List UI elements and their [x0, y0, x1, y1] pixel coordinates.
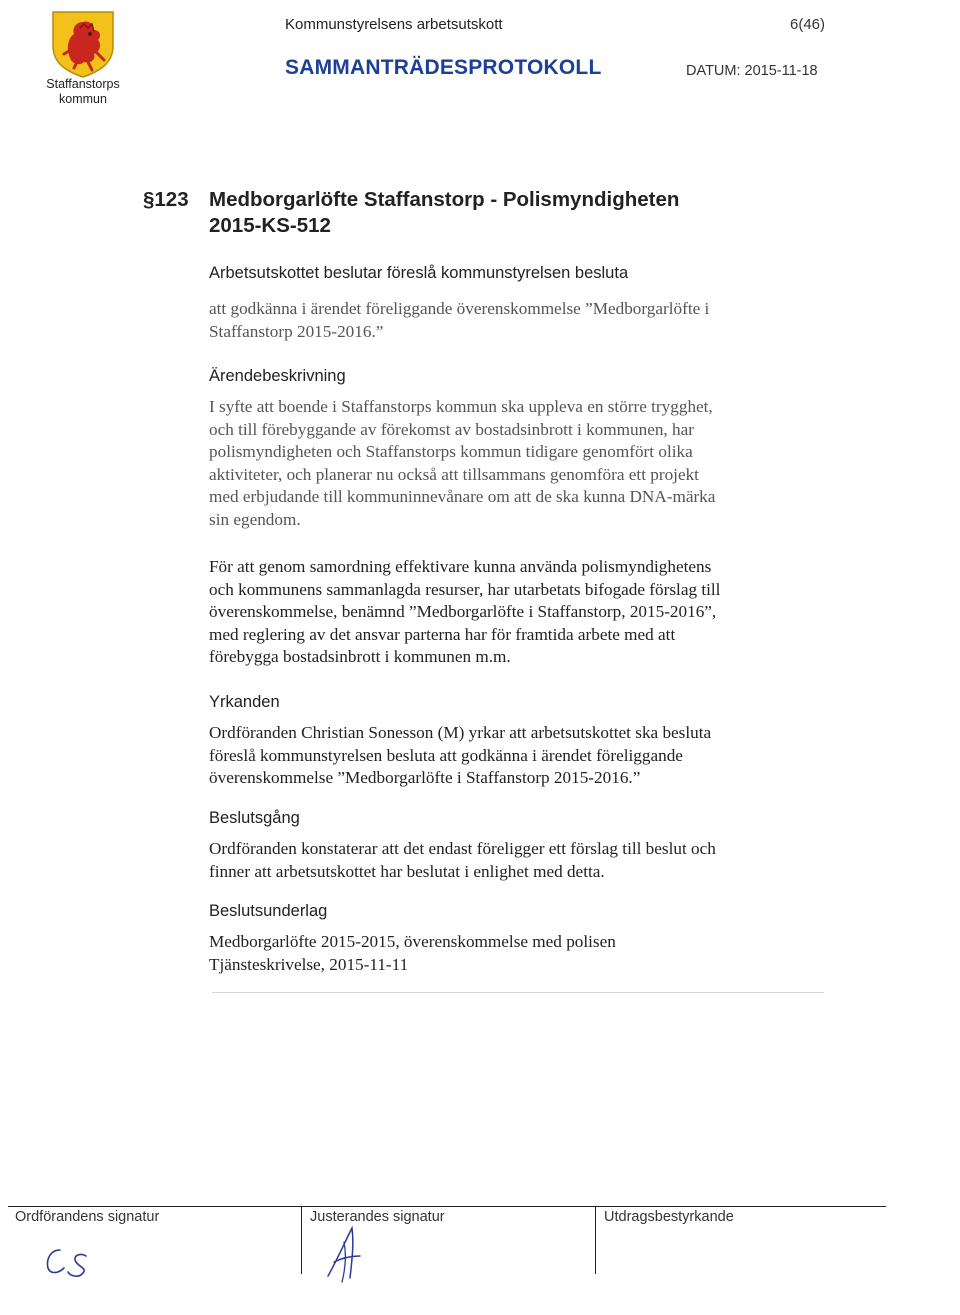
- signature-box-divider: [301, 1206, 302, 1274]
- list-item: Tjänsteskrivelse, 2015-11-11: [209, 954, 409, 974]
- adjuster-signature-label: Justerandes signatur: [310, 1209, 445, 1225]
- text-line: överenskommelse, benämnd ”Medborgarlöfte i Staffanstorp, 2015-2016”,: [209, 602, 717, 622]
- beslutsgang-text: [209, 838, 829, 883]
- logo-text: [30, 77, 136, 107]
- document-title: SAMMANTRÄDESPROTOKOLL: [285, 56, 602, 79]
- text-line: förebygga bostadsinbrott i kommunen m.m.: [209, 647, 511, 667]
- content-divider: [212, 992, 824, 993]
- section-number: §123: [143, 188, 189, 211]
- text-line: överenskommelse ”Medborgarlöfte i Staffanstorp 2015-2016.”: [209, 768, 641, 788]
- committee-name: Kommunstyrelsens arbetsutskott: [285, 16, 503, 33]
- yrkanden-text: [209, 722, 829, 790]
- beslutsgang-heading: Beslutsgång: [209, 809, 300, 827]
- logo-text-line: kommun: [59, 92, 107, 106]
- text-line: sin egendom.: [209, 509, 301, 529]
- text-line: Ordföranden konstaterar att det endast föreligger ett förslag till beslut och: [209, 839, 716, 858]
- signature-box-divider: [595, 1206, 596, 1274]
- section-title: Medborgarlöfte Staffanstorp - Polismyndigheten: [209, 188, 680, 211]
- yrkanden-heading: Yrkanden: [209, 693, 280, 711]
- list-item: Medborgarlöfte 2015-2015, överenskommelse med polisen: [209, 932, 616, 951]
- description-heading: Ärendebeskrivning: [209, 367, 346, 385]
- text-line: och till förebyggande av förekomst av bostadsinbrott i kommunen, har: [209, 419, 694, 439]
- case-number: 2015-KS-512: [209, 214, 331, 237]
- beslutsunderlag-heading: Beslutsunderlag: [209, 902, 328, 920]
- meeting-date: DATUM: 2015-11-18: [686, 63, 818, 79]
- certification-label: Utdragsbestyrkande: [604, 1209, 734, 1225]
- text-line: I syfte att boende i Staffanstorps kommun ska uppleva en större trygghet,: [209, 397, 713, 416]
- adjuster-initials-signature: [322, 1222, 370, 1286]
- municipality-coat-of-arms-icon: [50, 8, 116, 78]
- text-line: att godkänna i ärendet föreliggande överenskommelse ”Medborgarlöfte i: [209, 299, 710, 318]
- decision-intro: Arbetsutskottet beslutar föreslå kommunstyrelsen besluta: [209, 264, 629, 282]
- description-paragraph: [209, 556, 829, 669]
- page-number: 6(46): [790, 16, 826, 33]
- text-line: med reglering av det ansvar parterna har för framtida arbete med att: [209, 624, 676, 644]
- beslutsunderlag-list: [209, 931, 829, 976]
- section-heading: [143, 186, 679, 214]
- text-line: Staffanstorp 2015-2016.”: [209, 321, 384, 341]
- text-line: aktiviteter, och planerar nu också att tillsammans genomföra ett projekt: [209, 464, 699, 484]
- text-line: med erbjudande till kommuninnevånare om att de ska kunna DNA-märka: [209, 487, 716, 507]
- signature-row-rule: [8, 1206, 886, 1207]
- text-line: föreslå kommunstyrelsen besluta att godkänna i ärendet föreliggande: [209, 745, 683, 765]
- text-line: finner att arbetsutskottet har beslutat i enlighet med detta.: [209, 861, 605, 881]
- chair-initials-signature: [40, 1242, 100, 1282]
- text-line: För att genom samordning effektivare kunna använda polismyndighetens: [209, 557, 712, 576]
- description-paragraph: [209, 396, 829, 532]
- logo-text-line: Staffanstorps: [46, 77, 120, 91]
- chair-signature-label: Ordförandens signatur: [15, 1209, 160, 1225]
- text-line: och kommunens sammanlagda resurser, har utarbetats bifogade förslag till: [209, 579, 721, 599]
- decision-text: [209, 298, 829, 343]
- text-line: Ordföranden Christian Sonesson (M) yrkar att arbetsutskottet ska besluta: [209, 723, 712, 742]
- text-line: polismyndigheten och Staffanstorps kommun tidigare genomfört olika: [209, 442, 693, 462]
